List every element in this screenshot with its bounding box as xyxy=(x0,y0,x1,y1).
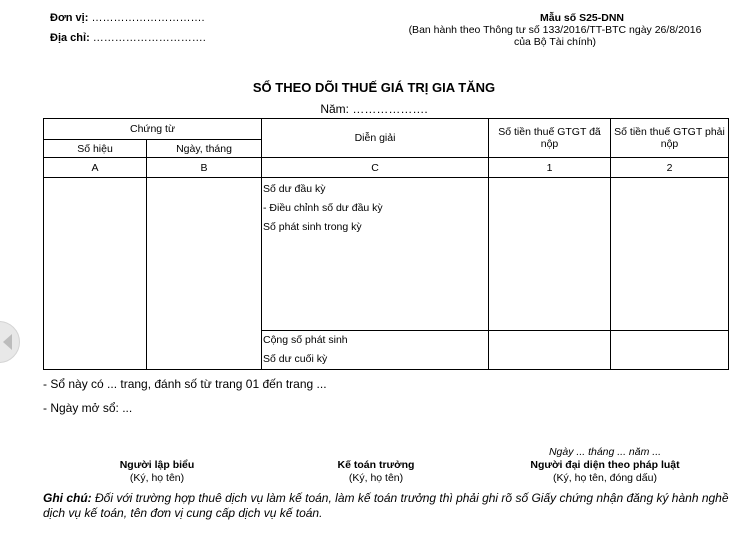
totals-description-cell xyxy=(262,331,489,370)
totals-payable-cell xyxy=(611,331,729,370)
code-1: 1 xyxy=(489,158,611,178)
vat-payable-header: Số tiền thuế GTGT phải nộp xyxy=(611,119,729,158)
total-activity-label: Cộng số phát sinh xyxy=(263,334,348,346)
preparer-note: (Ký, họ tên) xyxy=(129,472,185,484)
vat-payable-body-cell xyxy=(611,178,729,331)
accountant-role: Kế toán trưởng xyxy=(337,459,415,471)
year-line: Năm: ………………. xyxy=(320,102,428,116)
legal-rep-note: (Ký, họ tên, đóng dấu) xyxy=(553,472,657,484)
footnote-label: Ghi chú: xyxy=(43,491,92,505)
voucher-date-cell xyxy=(147,178,262,370)
sign-date-line: Ngày ... tháng ... năm ... xyxy=(548,446,662,458)
open-date-note: - Ngày mở sổ: ... xyxy=(43,401,133,415)
preparer-signature xyxy=(87,459,227,485)
vat-ledger-table xyxy=(43,118,729,370)
legal-rep-role: Người đại diện theo pháp luật xyxy=(530,459,680,471)
voucher-date-header: Ngày, tháng xyxy=(147,140,262,158)
column-code-row xyxy=(44,158,729,178)
body-row xyxy=(44,178,729,331)
vat-paid-body-cell xyxy=(489,178,611,331)
address-label: Địa chỉ: xyxy=(50,32,90,44)
voucher-number-header: Số hiệu xyxy=(44,140,147,158)
accountant-note: (Ký, họ tên) xyxy=(348,472,404,484)
footnote-text: Đối với trường hợp thuê dịch vụ làm kế toán, làm kế toán trưởng thì phải ghi rõ số Giấy chứng nhận đăng ký hành nghề dịch vụ kế toán, tên đơn vị cung cấp dịch vụ kế toán. xyxy=(43,491,729,520)
closing-balance-label: Số dư cuối kỳ xyxy=(263,353,328,365)
code-a: A xyxy=(44,158,147,178)
pages-note: - Sổ này có ... trang, đánh số từ trang 01 đến trang ... xyxy=(43,377,327,391)
header-row-1 xyxy=(44,119,729,140)
decree-line-1: (Ban hành theo Thông tư số 133/2016/TT-BTC ngày 26/8/2016 xyxy=(408,24,702,36)
vat-paid-header: Số tiền thuế GTGT đã nộp xyxy=(489,119,611,158)
document-title: SỔ THEO DÕI THUẾ GIÁ TRỊ GIA TĂNG xyxy=(252,80,496,95)
previous-page-arrow-icon[interactable] xyxy=(0,321,20,363)
period-activity-label: Số phát sinh trong kỳ xyxy=(263,221,362,233)
accountant-signature xyxy=(306,459,446,485)
footnote xyxy=(43,491,748,521)
decree-line-2: của Bộ Tài chính) xyxy=(513,36,597,48)
opening-adjustment-label: - Điều chỉnh số dư đầu kỳ xyxy=(263,202,383,214)
voucher-group-header: Chứng từ xyxy=(44,119,262,140)
form-info xyxy=(390,12,720,48)
opening-balance-label: Số dư đầu kỳ xyxy=(263,183,326,195)
description-header: Diễn giải xyxy=(262,119,489,158)
code-c: C xyxy=(262,158,489,178)
code-2: 2 xyxy=(611,158,729,178)
address-value: …………………………. xyxy=(92,32,206,44)
form-code: Mẫu số S25-DNN xyxy=(540,12,625,24)
legal-rep-signature xyxy=(500,459,710,485)
unit-line xyxy=(50,12,205,24)
voucher-number-cell xyxy=(44,178,147,370)
totals-paid-cell xyxy=(489,331,611,370)
unit-label: Đơn vị: xyxy=(50,12,89,24)
preparer-role: Người lập biểu xyxy=(119,459,195,471)
unit-value: …………………………. xyxy=(91,12,205,24)
address-line xyxy=(50,32,206,44)
description-body-cell xyxy=(262,178,489,331)
code-b: B xyxy=(147,158,262,178)
